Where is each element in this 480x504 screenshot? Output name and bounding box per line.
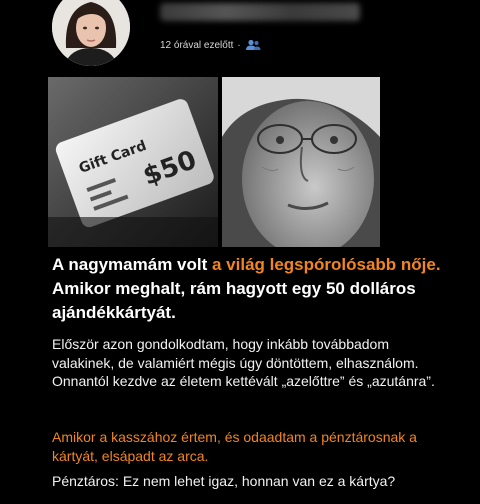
headline-highlight: a világ legspórolósabb nője. <box>211 255 441 274</box>
story-paragraph-1: Először azon gondolkodtam, hogy inkább továbbadom valakinek, de valamiért mégis úgy döntöttem, elhasználom. Onnantól kezdve az életem kettévált „azelőttre” és „azutánra”. <box>52 336 435 389</box>
post-time[interactable]: 12 órával ezelőtt <box>160 39 234 51</box>
headline-part2: Amikor meghalt, rám hagyott egy 50 dolláros ajándékkártyát. <box>52 279 416 322</box>
post-images <box>48 77 380 247</box>
gift-card-image[interactable] <box>48 77 218 247</box>
gift-card-title: Gift Card <box>76 137 149 177</box>
elderly-woman-photo[interactable] <box>222 77 380 247</box>
avatar-portrait <box>52 0 130 66</box>
people-icon[interactable] <box>245 39 261 51</box>
meta-separator: · <box>237 39 241 51</box>
gift-card-amount: $50 <box>139 145 201 192</box>
author-avatar[interactable] <box>52 0 130 66</box>
post-header <box>0 0 480 70</box>
post-meta <box>160 39 261 51</box>
story-paragraph-3: Pénztáros: Ez nem lehet igaz, honnan van ez a kártya? <box>52 473 396 489</box>
story-paragraph-2: Amikor a kasszához értem, és odaadtam a pénztárosnak a kártyát, elsápadt az arca. <box>52 429 417 464</box>
author-name[interactable] <box>160 3 360 21</box>
headline-part1: A nagymamám volt <box>52 255 212 274</box>
story-headline <box>52 253 452 325</box>
